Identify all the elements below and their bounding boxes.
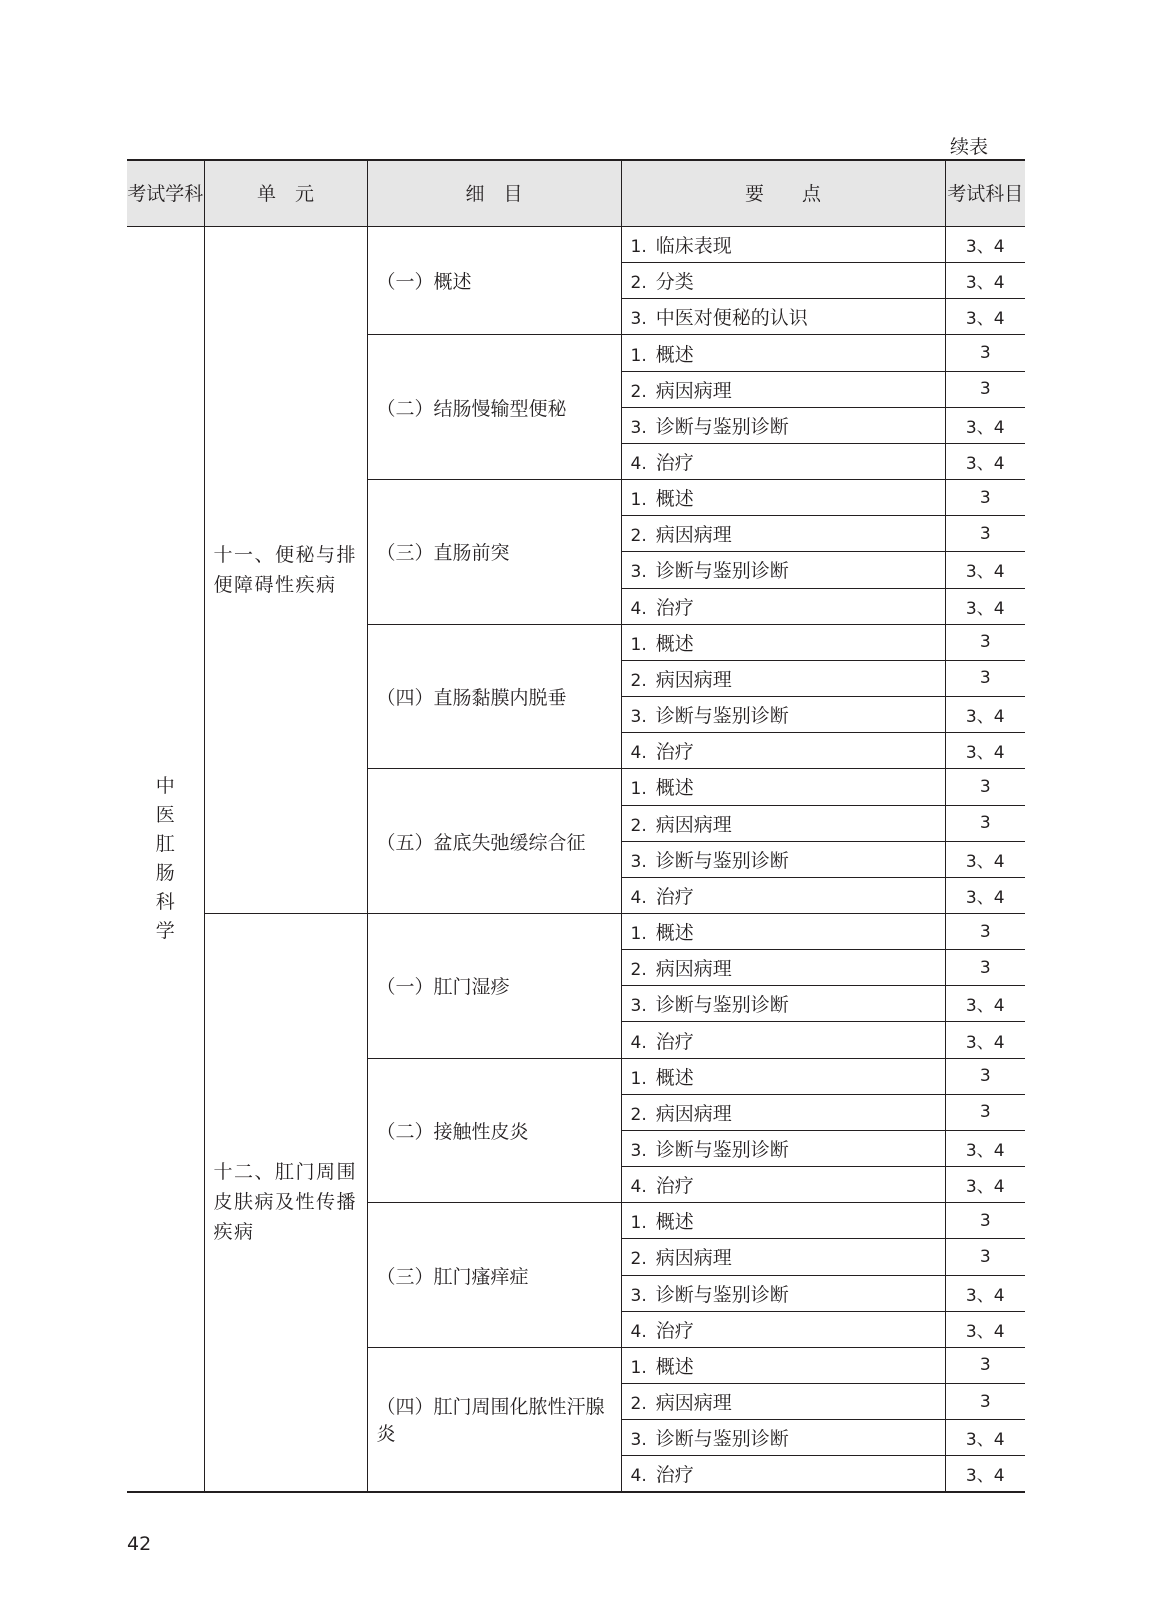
- point-cell: [621, 660, 945, 696]
- exam-subject-cell: 3、4: [945, 986, 1025, 1022]
- point-cell: [621, 227, 945, 263]
- point-text: 病因病理: [655, 668, 732, 691]
- exam-subject-cell: 3: [945, 660, 1025, 696]
- point-cell: [621, 1456, 945, 1492]
- point-text: 概述: [655, 632, 694, 655]
- point-text: 诊断与鉴别诊断: [655, 415, 789, 438]
- point-text: 病因病理: [655, 958, 732, 981]
- exam-subject-cell: 3: [945, 335, 1025, 371]
- point-cell: [621, 986, 945, 1022]
- point-number: 2.: [630, 1394, 647, 1415]
- point-text: 临床表现: [655, 235, 732, 258]
- point-text: 诊断与鉴别诊断: [655, 994, 789, 1017]
- table-row: [127, 227, 1025, 263]
- point-number: 3.: [630, 1285, 647, 1306]
- point-cell: [621, 371, 945, 407]
- exam-subject-cell: 3、4: [945, 697, 1025, 733]
- point-text: 病因病理: [655, 1102, 732, 1125]
- exam-subject-cell: 3、4: [945, 588, 1025, 624]
- subject-char: 肠: [155, 861, 175, 884]
- exam-subject-cell: 3: [945, 480, 1025, 516]
- point-number: 3.: [630, 851, 647, 872]
- point-number: 4.: [630, 1032, 647, 1053]
- table-row: [127, 913, 1025, 949]
- exam-subject-cell: 3、4: [945, 552, 1025, 588]
- subject-char: 医: [155, 803, 175, 826]
- header-points: 要 点: [621, 160, 945, 227]
- point-text: 概述: [655, 488, 694, 511]
- point-number: 4.: [630, 887, 647, 908]
- subject-char: 肛: [155, 832, 175, 855]
- point-number: 2.: [630, 960, 647, 981]
- point-number: 3.: [630, 1430, 647, 1451]
- point-number: 4.: [630, 1321, 647, 1342]
- point-cell: [621, 443, 945, 479]
- exam-subject-cell: 3、4: [945, 1275, 1025, 1311]
- point-number: 1.: [630, 1068, 647, 1089]
- page-number: 42: [127, 1533, 152, 1555]
- point-text: 治疗: [655, 1319, 694, 1342]
- point-number: 1.: [630, 1213, 647, 1234]
- exam-subject-cell: 3: [945, 1203, 1025, 1239]
- exam-subject-cell: 3、4: [945, 1420, 1025, 1456]
- point-cell: [621, 697, 945, 733]
- point-number: 4.: [630, 1466, 647, 1487]
- point-text: 治疗: [655, 452, 694, 475]
- point-text: 概述: [655, 1211, 694, 1234]
- exam-subject-cell: 3、4: [945, 1311, 1025, 1347]
- point-text: 治疗: [655, 885, 694, 908]
- exam-subject-cell: 3: [945, 913, 1025, 949]
- subject-cell: [127, 227, 204, 1492]
- exam-subject-cell: 3: [945, 1384, 1025, 1420]
- point-cell: [621, 624, 945, 660]
- item-cell: （二）接触性皮炎: [367, 1058, 621, 1203]
- point-number: 1.: [630, 634, 647, 655]
- point-cell: [621, 913, 945, 949]
- point-number: 3.: [630, 309, 647, 330]
- point-text: 治疗: [655, 596, 694, 619]
- point-text: 病因病理: [655, 524, 732, 547]
- point-number: 2.: [630, 815, 647, 836]
- point-text: 分类: [655, 271, 694, 294]
- point-text: 诊断与鉴别诊断: [655, 1428, 789, 1451]
- point-cell: [621, 950, 945, 986]
- point-text: 诊断与鉴别诊断: [655, 1138, 789, 1161]
- point-cell: [621, 805, 945, 841]
- point-cell: [621, 299, 945, 335]
- item-cell: （四）肛门周围化脓性汗腺炎: [367, 1347, 621, 1492]
- subject-char: 学: [155, 919, 175, 942]
- item-cell: （一）肛门湿疹: [367, 913, 621, 1058]
- point-cell: [621, 769, 945, 805]
- exam-subject-cell: 3: [945, 1347, 1025, 1383]
- item-cell: （一）概述: [367, 227, 621, 335]
- exam-subject-cell: 3、4: [945, 263, 1025, 299]
- point-number: 1.: [630, 490, 647, 511]
- point-number: 4.: [630, 1177, 647, 1198]
- point-text: 诊断与鉴别诊断: [655, 1283, 789, 1306]
- point-cell: [621, 588, 945, 624]
- point-number: 4.: [630, 454, 647, 475]
- point-cell: [621, 1203, 945, 1239]
- exam-subject-cell: 3: [945, 1058, 1025, 1094]
- point-text: 概述: [655, 1355, 694, 1378]
- point-number: 3.: [630, 996, 647, 1017]
- point-number: 1.: [630, 345, 647, 366]
- continued-label: 续表: [950, 136, 989, 158]
- syllabus-table: [127, 159, 1025, 1493]
- point-cell: [621, 1239, 945, 1275]
- unit-cell: 十一、便秘与排便障碍性疾病: [204, 227, 367, 914]
- point-number: 1.: [630, 779, 647, 800]
- subject-char: 中: [155, 774, 175, 797]
- point-number: 3.: [630, 417, 647, 438]
- exam-subject-cell: 3、4: [945, 733, 1025, 769]
- point-cell: [621, 1275, 945, 1311]
- point-number: 3.: [630, 707, 647, 728]
- unit-cell: 十二、肛门周围皮肤病及性传播疾病: [204, 913, 367, 1492]
- point-text: 病因病理: [655, 813, 732, 836]
- point-number: 2.: [630, 670, 647, 691]
- point-text: 治疗: [655, 1030, 694, 1053]
- exam-subject-cell: 3: [945, 371, 1025, 407]
- point-text: 概述: [655, 1066, 694, 1089]
- point-number: 2.: [630, 381, 647, 402]
- point-text: 诊断与鉴别诊断: [655, 849, 789, 872]
- point-cell: [621, 1094, 945, 1130]
- point-text: 治疗: [655, 1464, 694, 1487]
- point-cell: [621, 1420, 945, 1456]
- exam-subject-cell: 3、4: [945, 407, 1025, 443]
- exam-subject-cell: 3、4: [945, 1167, 1025, 1203]
- point-cell: [621, 1022, 945, 1058]
- header-unit: 单 元: [204, 160, 367, 227]
- point-number: 3.: [630, 562, 647, 583]
- point-cell: [621, 552, 945, 588]
- point-cell: [621, 263, 945, 299]
- point-text: 概述: [655, 343, 694, 366]
- item-cell: （三）肛门瘙痒症: [367, 1203, 621, 1348]
- point-cell: [621, 335, 945, 371]
- exam-subject-cell: 3、4: [945, 1130, 1025, 1166]
- exam-subject-cell: 3: [945, 950, 1025, 986]
- table-body: [127, 227, 1025, 1492]
- point-cell: [621, 1347, 945, 1383]
- point-cell: [621, 1167, 945, 1203]
- point-number: 2.: [630, 273, 647, 294]
- point-text: 概述: [655, 922, 694, 945]
- item-cell: （三）直肠前突: [367, 480, 621, 625]
- exam-subject-cell: 3: [945, 769, 1025, 805]
- point-cell: [621, 1384, 945, 1420]
- point-text: 中医对便秘的认识: [655, 307, 808, 330]
- point-number: 1.: [630, 924, 647, 945]
- point-cell: [621, 1058, 945, 1094]
- header-row: [127, 160, 1025, 227]
- point-cell: [621, 733, 945, 769]
- header-exam: 考试科目: [945, 160, 1025, 227]
- point-cell: [621, 841, 945, 877]
- point-text: 治疗: [655, 741, 694, 764]
- point-cell: [621, 480, 945, 516]
- exam-subject-cell: 3: [945, 624, 1025, 660]
- exam-subject-cell: 3、4: [945, 227, 1025, 263]
- exam-subject-cell: 3、4: [945, 1456, 1025, 1492]
- point-number: 1.: [630, 1357, 647, 1378]
- point-cell: [621, 516, 945, 552]
- point-cell: [621, 877, 945, 913]
- subject-char: 科: [155, 890, 175, 913]
- point-text: 病因病理: [655, 379, 732, 402]
- exam-subject-cell: 3、4: [945, 1022, 1025, 1058]
- exam-subject-cell: 3: [945, 805, 1025, 841]
- header-subject: 考试学科: [127, 160, 204, 227]
- point-number: 2.: [630, 526, 647, 547]
- exam-subject-cell: 3: [945, 1094, 1025, 1130]
- exam-subject-cell: 3、4: [945, 841, 1025, 877]
- point-cell: [621, 1311, 945, 1347]
- exam-subject-cell: 3: [945, 516, 1025, 552]
- point-number: 3.: [630, 1140, 647, 1161]
- point-number: 1.: [630, 237, 647, 258]
- point-number: 4.: [630, 743, 647, 764]
- point-text: 诊断与鉴别诊断: [655, 705, 789, 728]
- point-number: 2.: [630, 1249, 647, 1270]
- point-cell: [621, 407, 945, 443]
- point-text: 治疗: [655, 1175, 694, 1198]
- exam-subject-cell: 3: [945, 1239, 1025, 1275]
- point-number: 2.: [630, 1104, 647, 1125]
- point-text: 诊断与鉴别诊断: [655, 560, 789, 583]
- exam-subject-cell: 3、4: [945, 443, 1025, 479]
- point-text: 病因病理: [655, 1392, 732, 1415]
- header-item: 细 目: [367, 160, 621, 227]
- item-cell: （五）盆底失弛缓综合征: [367, 769, 621, 914]
- exam-subject-cell: 3、4: [945, 877, 1025, 913]
- point-cell: [621, 1130, 945, 1166]
- point-text: 概述: [655, 777, 694, 800]
- point-text: 病因病理: [655, 1247, 732, 1270]
- exam-subject-cell: 3、4: [945, 299, 1025, 335]
- item-cell: （二）结肠慢输型便秘: [367, 335, 621, 480]
- point-number: 4.: [630, 598, 647, 619]
- item-cell: （四）直肠黏膜内脱垂: [367, 624, 621, 769]
